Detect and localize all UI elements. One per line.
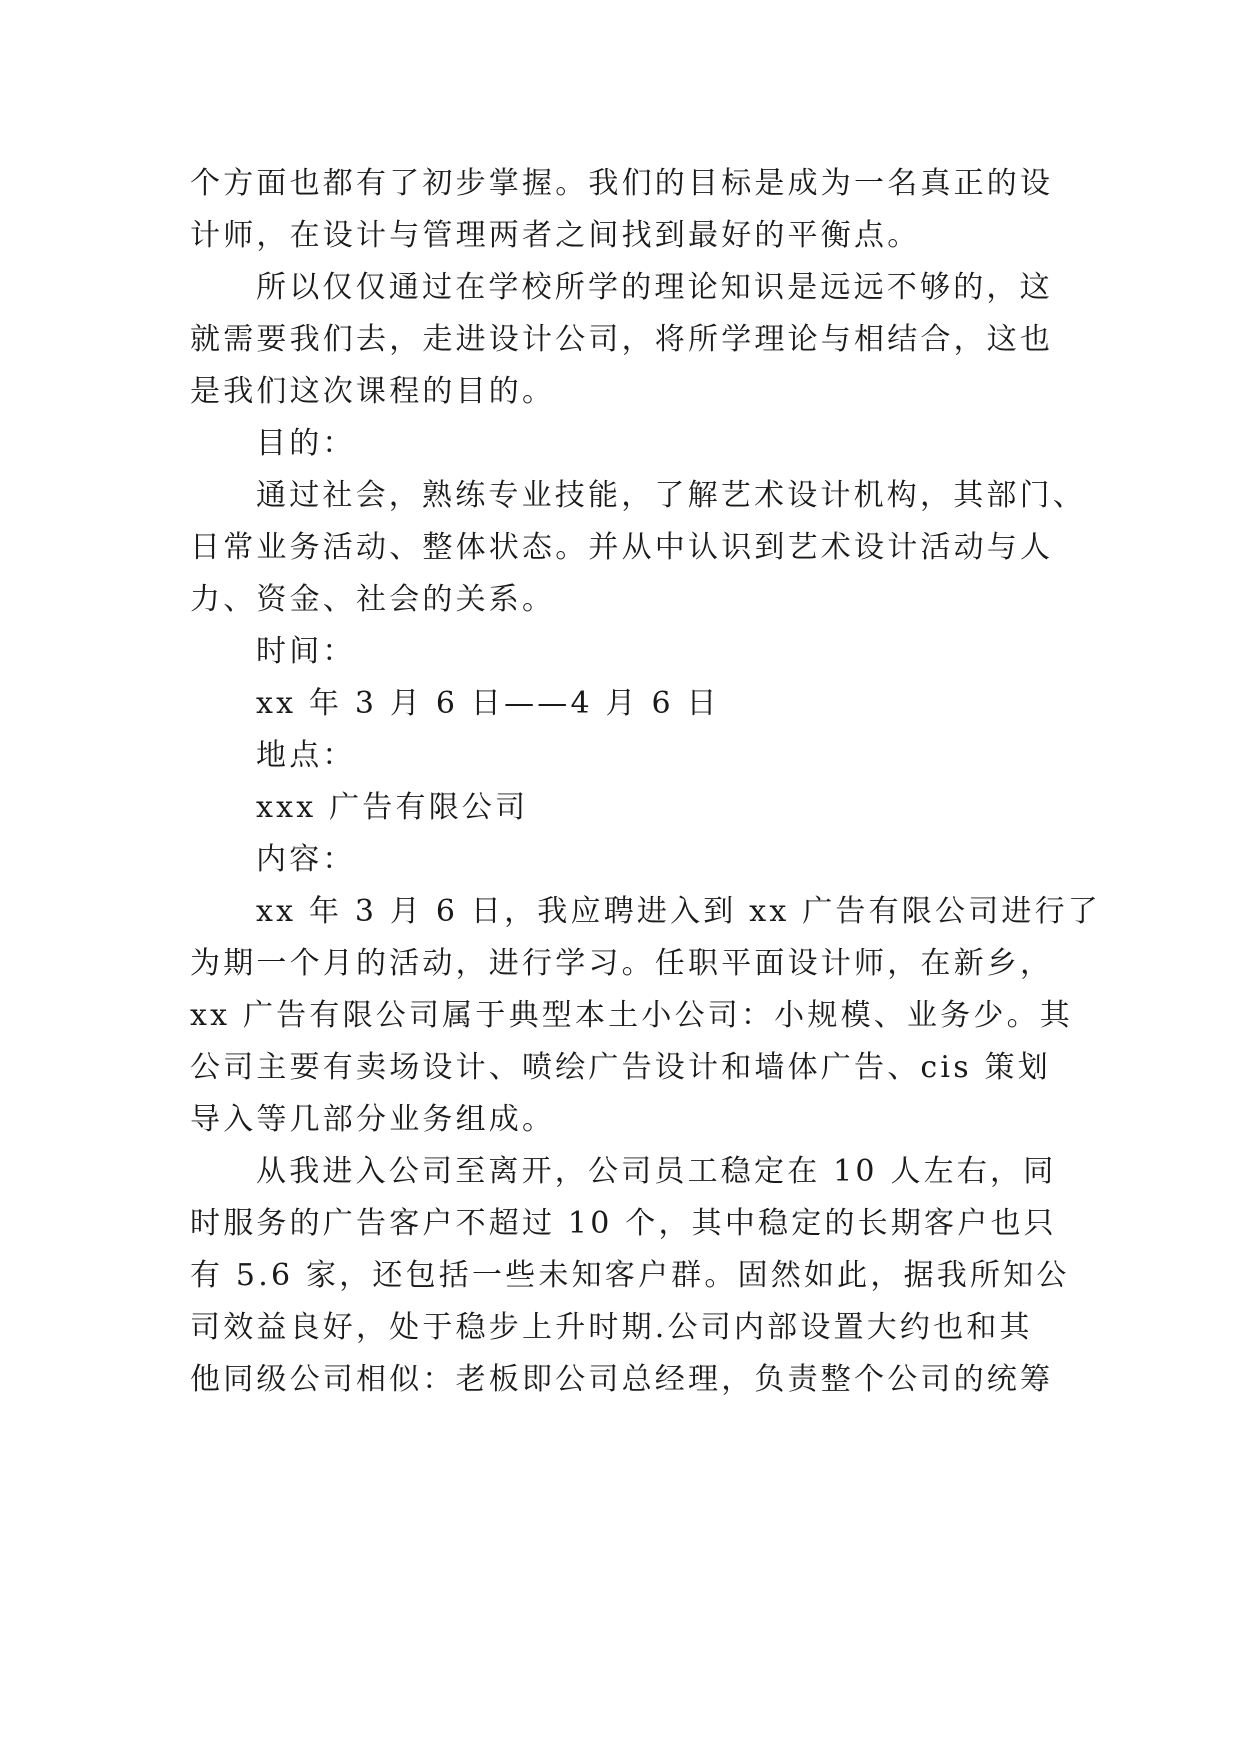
text-line: 为期一个月的活动，进行学习。任职平面设计师，在新乡， xyxy=(190,946,1054,981)
text-line: 有 5.6 家，还包括一些未知客户群。固然如此，据我所知公 xyxy=(190,1258,1070,1293)
text-line: 时服务的广告客户不超过 10 个，其中稳定的长期客户也只 xyxy=(190,1206,1057,1241)
paragraph-start: 从我进入公司至离开，公司员工稳定在 10 人左右，同 xyxy=(256,1154,1057,1189)
text-line: 个方面也都有了初步掌握。我们的目标是成为一名真正的设 xyxy=(190,166,1054,201)
section-heading-content: 内容： xyxy=(256,842,356,877)
text-line: 日常业务活动、整体状态。并从中认识到艺术设计活动与人 xyxy=(190,530,1054,565)
section-heading-location: 地点： xyxy=(256,738,356,773)
text-line: 就需要我们去，走进设计公司，将所学理论与相结合，这也 xyxy=(190,322,1054,357)
location-value: xxx 广告有限公司 xyxy=(256,790,529,825)
text-line: 力、资金、社会的关系。 xyxy=(190,582,556,617)
text-line: 司效益良好，处于稳步上升时期.公司内部设置大约也和其 xyxy=(190,1310,1033,1345)
text-line: xx 广告有限公司属于典型本土小公司：小规模、业务少。其 xyxy=(190,998,1073,1033)
section-heading-purpose: 目的： xyxy=(256,426,356,461)
paragraph-start: 所以仅仅通过在学校所学的理论知识是远远不够的，这 xyxy=(256,270,1053,305)
text-line: 公司主要有卖场设计、喷绘广告设计和墙体广告、cis 策划 xyxy=(190,1050,1051,1085)
time-value: xx 年 3 月 6 日——4 月 6 日 xyxy=(256,686,720,721)
paragraph-start: 通过社会，熟练专业技能，了解艺术设计机构，其部门、 xyxy=(256,478,1086,513)
text-line: 是我们这次课程的目的。 xyxy=(190,374,556,409)
text-line: 他同级公司相似：老板即公司总经理，负责整个公司的统筹 xyxy=(190,1362,1054,1397)
paragraph-start: xx 年 3 月 6 日，我应聘进入到 xx 广告有限公司进行了 xyxy=(256,894,1102,929)
section-heading-time: 时间： xyxy=(256,634,356,669)
text-line: 计师，在设计与管理两者之间找到最好的平衡点。 xyxy=(190,218,921,253)
text-line: 导入等几部分业务组成。 xyxy=(190,1102,556,1137)
